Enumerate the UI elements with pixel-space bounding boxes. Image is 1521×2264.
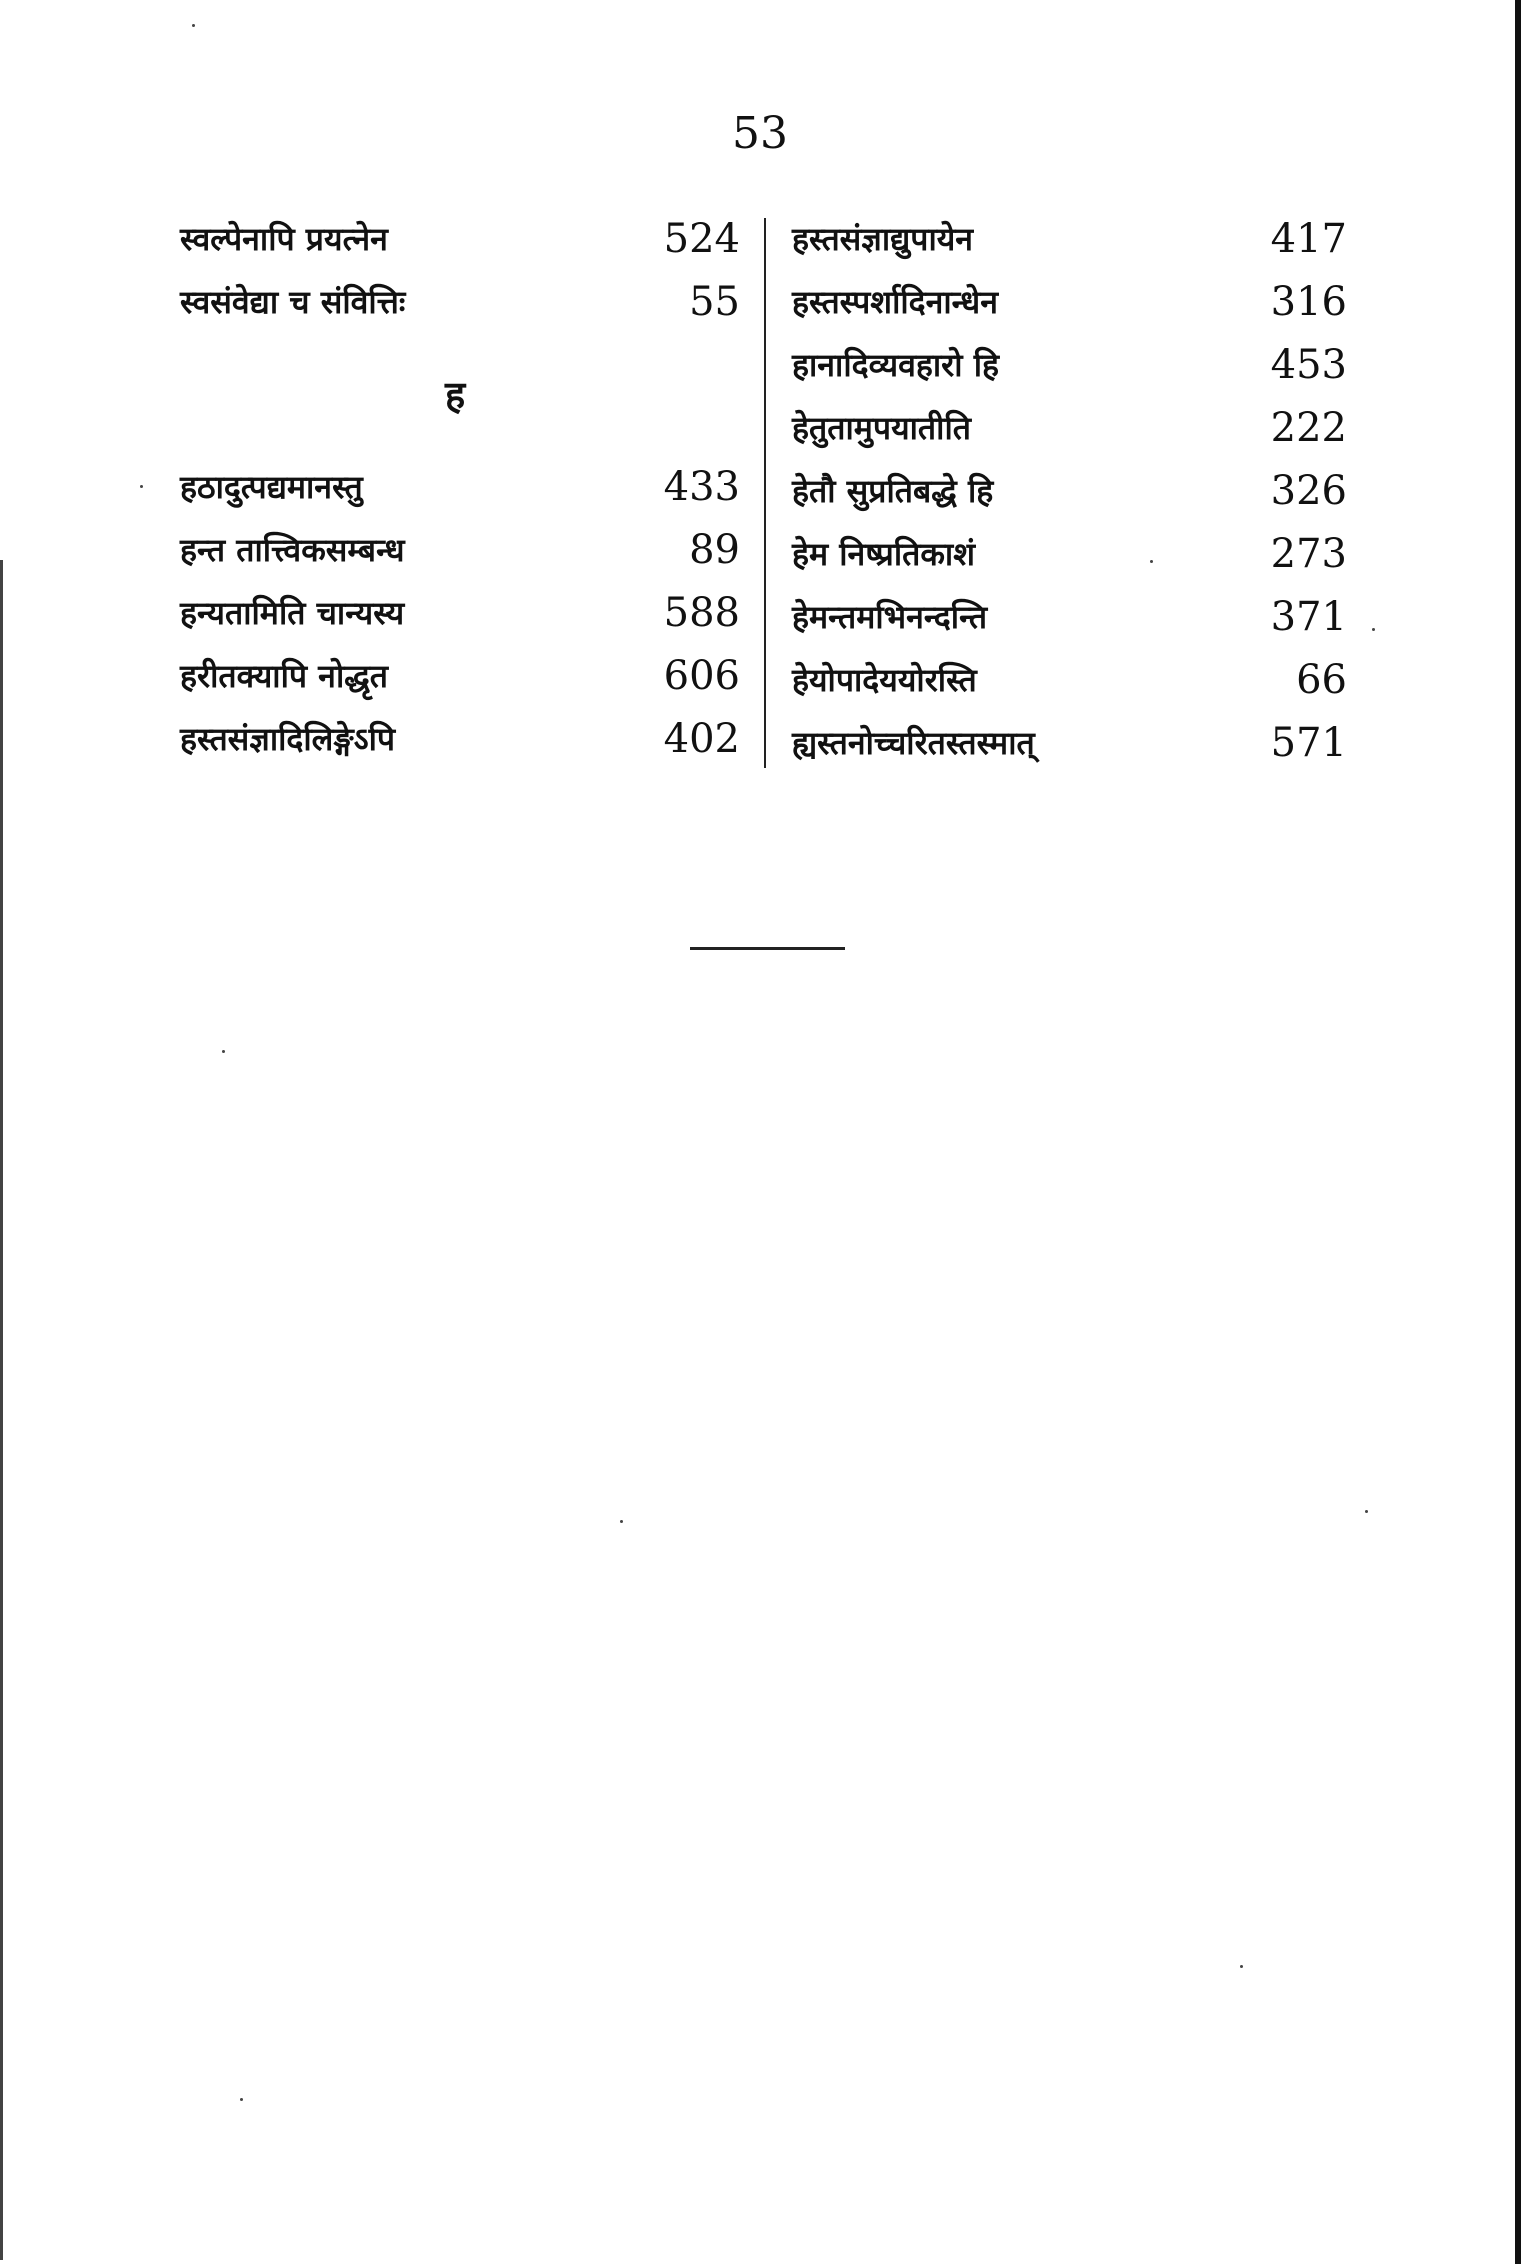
section-end-rule [690,947,845,950]
index-entry-text: हस्तस्पर्शादिनान्धेन [792,283,998,321]
column-divider [764,218,766,768]
index-row [180,645,740,708]
page-left-edge [0,560,9,2260]
index-entry-text: हेमन्तमभिनन्दन्ति [792,598,988,636]
index-entry-page: 89 [689,527,740,573]
index-row [180,208,740,271]
index-row [792,334,1347,397]
index-row [792,523,1347,586]
index-entry-page: 453 [1270,342,1347,388]
right-index-column [792,208,1347,775]
scan-speck [192,24,195,27]
index-entry-text: हन्यतामिति चान्यस्य [180,594,405,632]
scan-speck [1150,560,1153,563]
index-entry-page: 55 [689,279,740,325]
index-row [792,208,1347,271]
index-entry-page: 273 [1270,531,1347,577]
index-entry-page: 316 [1270,279,1347,325]
index-entry-page: 222 [1270,405,1347,451]
index-entry-page: 402 [663,716,740,762]
index-entry-text: हस्तसंज्ञाद्युपायेन [792,220,974,258]
section-letter: ह [445,373,466,417]
index-entry-page: 571 [1270,720,1347,766]
index-row [792,586,1347,649]
scan-speck [240,2098,243,2101]
index-entry-page: 326 [1270,468,1347,514]
section-heading [180,356,740,456]
index-row [792,271,1347,334]
page-number: 53 [732,108,788,159]
index-entry-text: हस्तसंज्ञादिलिङ्गेऽपि [180,720,396,758]
index-entry-text: हेम निष्प्रतिकाशं [792,535,975,573]
index-entry-page: 433 [663,464,740,510]
index-entry-page: 417 [1270,216,1347,262]
index-row [792,397,1347,460]
index-entry-text: ह्यस्तनोच्चरितस्तस्मात् [792,724,1035,762]
index-entry-text: हानादिव्यवहारो हि [792,346,999,384]
scan-speck [1372,628,1375,631]
index-entry-page: 606 [663,653,740,699]
left-index-column [180,208,740,771]
index-row [180,456,740,519]
index-entry-text: हन्त तात्त्विकसम्बन्ध [180,531,405,569]
index-entry-page: 588 [663,590,740,636]
index-row [180,271,740,334]
index-entry-text: हेतौ सुप्रतिबद्धे हि [792,472,994,510]
index-row [792,712,1347,775]
index-entry-text: स्वसंवेद्या च संवित्तिः [180,283,406,321]
index-row [180,708,740,771]
index-entry-page: 66 [1296,657,1347,703]
scan-speck [620,1520,623,1523]
scan-speck [140,485,143,488]
page-right-edge [1515,0,1521,2264]
index-entry-page: 524 [663,216,740,262]
index-row [792,649,1347,712]
index-row [180,582,740,645]
index-entry-text: हरीतक्यापि नोद्धृत [180,657,389,695]
index-entry-text: हेयोपादेययोरस्ति [792,661,977,699]
scan-speck [1365,1510,1368,1513]
index-entry-text: स्वल्पेनापि प्रयत्नेन [180,220,388,258]
scan-speck [1240,1965,1243,1968]
index-entry-text: हेतुतामुपयातीति [792,409,971,447]
scan-speck [222,1050,225,1053]
index-row [180,519,740,582]
index-entry-text: हठादुत्पद्यमानस्तु [180,468,363,506]
index-entry-page: 371 [1270,594,1347,640]
index-row [792,460,1347,523]
